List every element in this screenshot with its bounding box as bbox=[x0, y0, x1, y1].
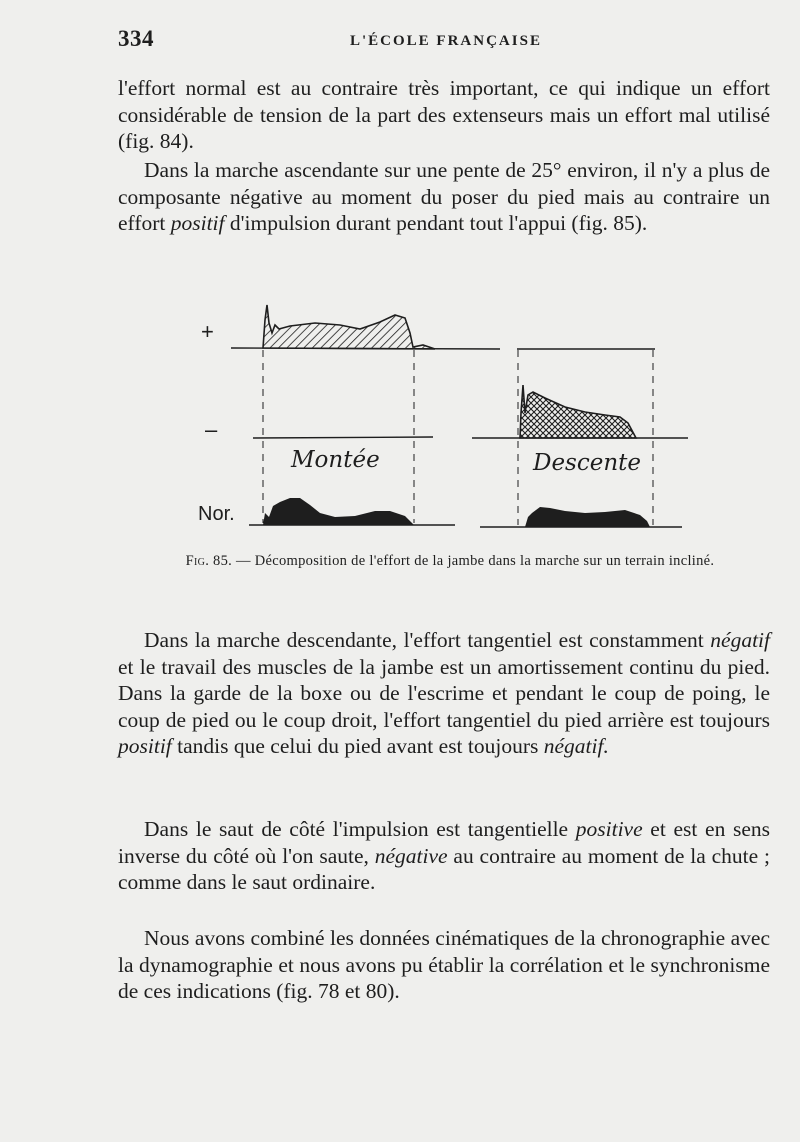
paragraph-2-emphasis: positif bbox=[170, 211, 225, 236]
paragraph-3-part-c: tandis que celui du pied avant est toujours bbox=[171, 734, 544, 759]
paragraph-3-part-b: et le travail des muscles de la jambe est un amortissement continu du pied. Dans la garde de la boxe ou de l'escrime et pendant le coup de poing, le coup de pied ou le coup droit, l'effort tangentiel du pied arrière est toujours bbox=[118, 654, 770, 732]
paragraph-2-part-a: Dans la marche ascendante sur une pente de 25° environ, il n'y a plus de composante négative au moment du poser du pied mais au contraire un effort bbox=[118, 158, 770, 236]
right-panel-label: Descente bbox=[533, 450, 642, 476]
paragraph-4-part-a: Dans le saut de côté l'impulsion est tangentielle bbox=[144, 817, 576, 841]
page-number: 334 bbox=[118, 26, 154, 51]
paragraph-5 bbox=[118, 925, 770, 1005]
plus-sign: + bbox=[201, 319, 214, 344]
paragraph-4 bbox=[118, 816, 770, 896]
caption-text: — Décomposition de l'effort de la jambe dans la marche sur un terrain incliné. bbox=[232, 553, 715, 569]
nor-label: Nor. bbox=[198, 503, 235, 525]
paragraph-2 bbox=[118, 157, 770, 237]
paragraph-3-text bbox=[118, 627, 770, 760]
paragraph-2-text bbox=[118, 157, 770, 237]
left-panel-montee bbox=[231, 305, 500, 525]
right-panel-descente bbox=[472, 349, 688, 527]
paragraph-4-emphasis-2: négative bbox=[374, 843, 448, 868]
running-head: L'ÉCOLE FRANÇAISE bbox=[350, 33, 542, 49]
caption-figure-label: Fig. 85. bbox=[185, 553, 233, 569]
left-middle-baseline bbox=[253, 437, 433, 438]
paragraph-3-part-a: Dans la marche descendante, l'effort tangentiel est constamment bbox=[144, 628, 711, 652]
paragraph-1-text: l'effort normal est au contraire très important, ce qui indique un effort considérable de tension de la part des extenseurs mais un effort mal utilisé (fig. 84). bbox=[118, 76, 770, 154]
paragraph-4-part-b: et est en sens inverse du côté où l'on saute, bbox=[118, 817, 771, 868]
paragraph-5-text: Nous avons combiné les données cinématiques de la chronographie avec la dynamographie et nous avons pu établir la corrélation et le synchronisme de ces indications (fig. 78 et 80). bbox=[118, 926, 770, 1004]
paragraph-1 bbox=[118, 75, 770, 155]
right-normal-effort-curve bbox=[525, 507, 650, 527]
paragraph-4-part-c: au contraire au moment de la chute ; comme dans le saut ordinaire. bbox=[118, 843, 770, 895]
left-positive-effort-curve bbox=[263, 305, 435, 349]
left-panel-label: Montée bbox=[291, 447, 380, 473]
paragraph-3 bbox=[118, 627, 770, 760]
paragraph-3-emphasis-3: négatif. bbox=[543, 734, 609, 759]
figure-85-diagram bbox=[195, 295, 695, 535]
paragraph-3-emphasis-2: positif bbox=[118, 734, 172, 759]
minus-sign: – bbox=[205, 417, 218, 442]
left-normal-effort-curve bbox=[263, 498, 414, 525]
paragraph-2-part-b: d'impulsion durant pendant tout l'appui (fig. 85). bbox=[224, 211, 648, 236]
right-negative-effort-curve bbox=[520, 385, 636, 438]
figure-85 bbox=[195, 295, 695, 535]
figure-85-caption bbox=[140, 552, 760, 571]
paragraph-3-emphasis-1: négatif bbox=[710, 628, 770, 652]
paragraph-4-text bbox=[118, 816, 770, 896]
paragraph-4-emphasis-1: positive bbox=[575, 817, 643, 841]
